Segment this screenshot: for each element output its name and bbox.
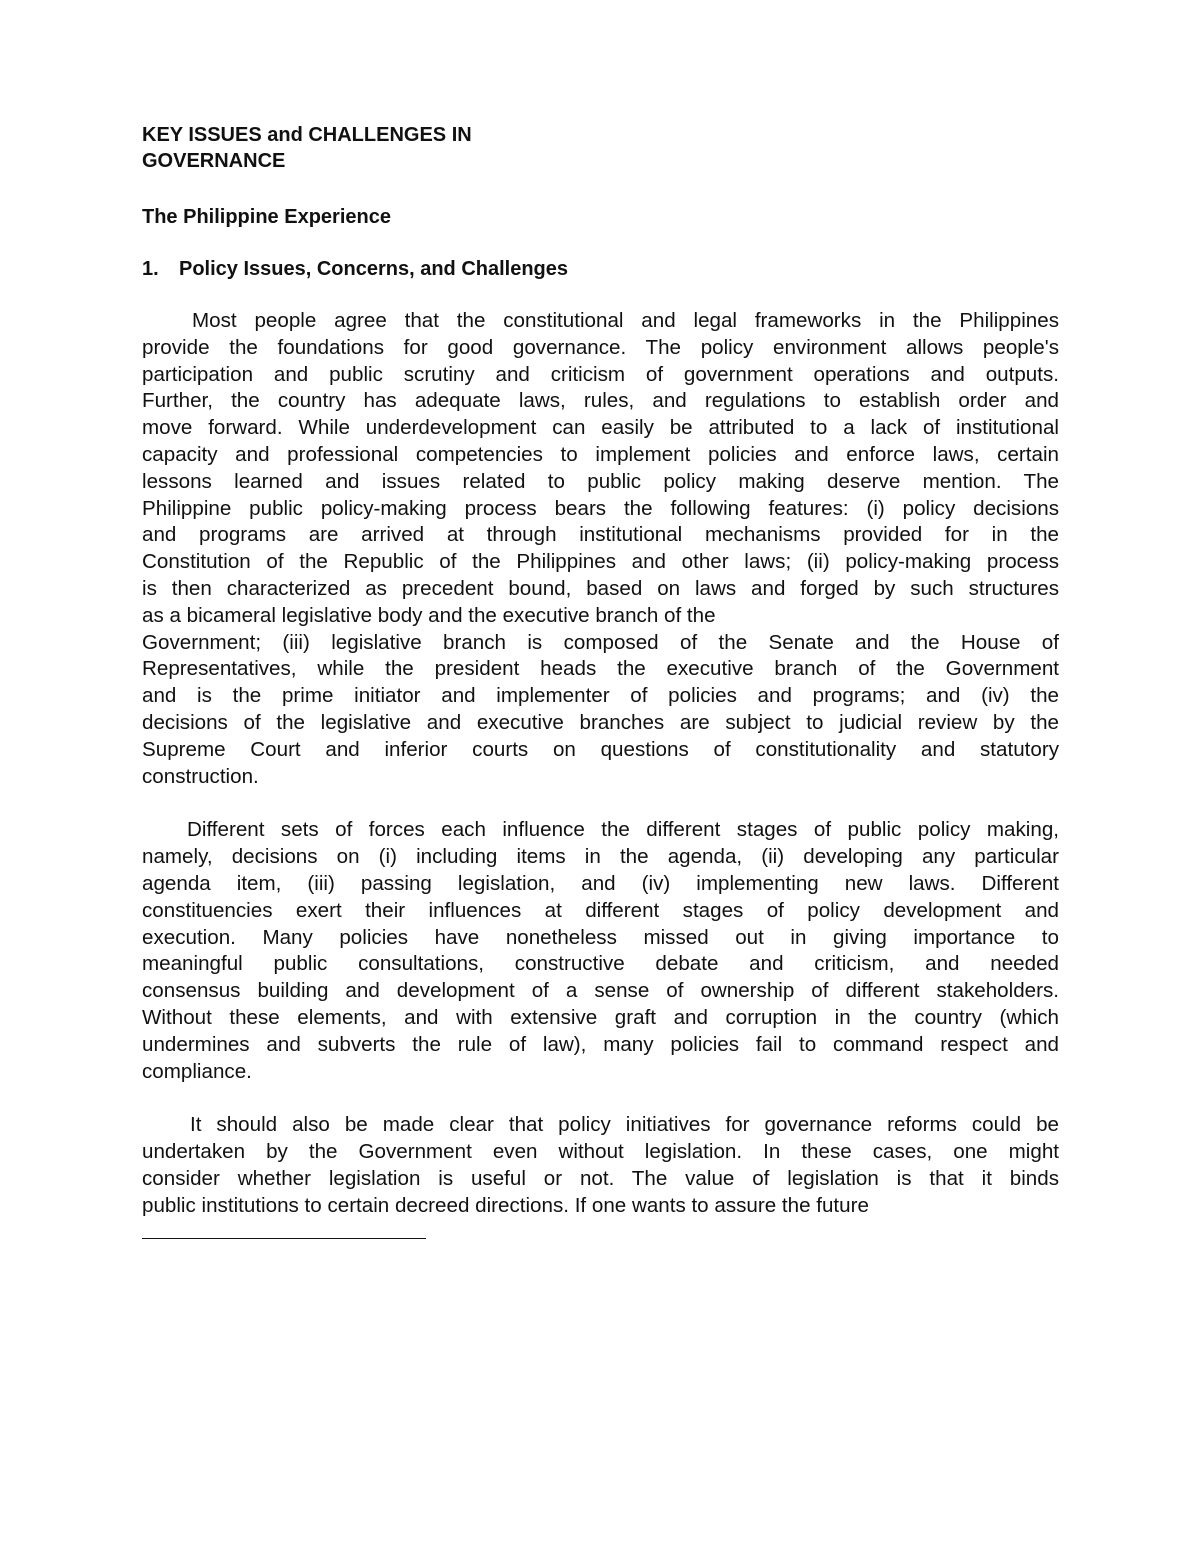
document-title <box>142 122 582 174</box>
document-page <box>142 122 1059 1220</box>
title-line-1: KEY ISSUES and CHALLENGES IN <box>142 124 472 146</box>
paragraph-line: public institutions to certain decreed directions. If one wants to assure the future <box>142 1193 869 1217</box>
paragraph-line: It should also be made clear that policy initiatives for governance reforms could be <box>190 1113 1059 1137</box>
section-heading <box>142 256 1059 282</box>
paragraph-line: consider whether legislation is useful or not. The value of legislation is that it binds <box>142 1166 1059 1190</box>
paragraph-line: provide the foundations for good governance. The policy environment allows people's <box>142 335 1059 359</box>
paragraph-line: Philippine public policy-making process bears the following features: (i) policy decisions <box>142 496 1059 520</box>
paragraph-line: Without these elements, and with extensive graft and corruption in the country (which <box>142 1005 1059 1029</box>
paragraph-line: undermines and subverts the rule of law), many policies fail to command respect and <box>142 1032 1059 1056</box>
section-heading-text: Policy Issues, Concerns, and Challenges <box>179 258 569 280</box>
paragraph-line: execution. Many policies have nonetheless missed out in giving importance to <box>142 925 1059 949</box>
paragraph-1 <box>142 308 1059 790</box>
paragraph-line: lessons learned and issues related to public policy making deserve mention. The <box>142 469 1059 493</box>
paragraph-2 <box>142 817 1059 1085</box>
paragraph-line: Further, the country has adequate laws, rules, and regulations to establish order and <box>142 389 1059 413</box>
paragraph-line: Government; (iii) legislative branch is composed of the Senate and the House of <box>142 630 1059 654</box>
paragraph-line: namely, decisions on (i) including items in the agenda, (ii) developing any particular <box>142 845 1059 869</box>
footnote-separator <box>142 1238 426 1239</box>
paragraph-line: and programs are arrived at through institutional mechanisms provided for in the <box>142 523 1059 547</box>
paragraph-line: undertaken by the Government even without legislation. In these cases, one might <box>142 1140 1059 1164</box>
paragraph-line: Most people agree that the constitutional and legal frameworks in the Philippines <box>192 309 1059 332</box>
paragraph-line: Different sets of forces each influence the different stages of public policy making, <box>187 818 1059 842</box>
paragraph-line: is then characterized as precedent bound, based on laws and forged by such structures <box>142 576 1059 600</box>
paragraph-line: and is the prime initiator and implementer of policies and programs; and (iv) the <box>142 684 1059 708</box>
paragraph-line: construction. <box>142 764 259 788</box>
document-subtitle: The Philippine Experience <box>142 206 391 228</box>
paragraph-line: participation and public scrutiny and criticism of government operations and outputs. <box>142 362 1059 386</box>
paragraph-line: constituencies exert their influences at different stages of policy development and <box>142 898 1059 922</box>
paragraph-line: as a bicameral legislative body and the executive branch of the <box>142 603 716 627</box>
paragraph-line: Supreme Court and inferior courts on questions of constitutionality and statutory <box>142 737 1059 761</box>
paragraph-line: Representatives, while the president heads the executive branch of the Government <box>142 657 1059 681</box>
paragraph-line: consensus building and development of a sense of ownership of different stakeholders. <box>142 979 1059 1003</box>
paragraph-line: Constitution of the Republic of the Philippines and other laws; (ii) policy-making process <box>142 550 1059 574</box>
paragraph-line: capacity and professional competencies to implement policies and enforce laws, certain <box>142 442 1059 466</box>
paragraph-line: meaningful public consultations, constructive debate and criticism, and needed <box>142 952 1059 976</box>
paragraph-line: decisions of the legislative and executive branches are subject to judicial review by the <box>142 710 1059 734</box>
paragraph-3 <box>142 1112 1059 1219</box>
title-line-2: GOVERNANCE <box>142 150 286 172</box>
section-number: 1. <box>142 258 159 280</box>
paragraph-line: agenda item, (iii) passing legislation, and (iv) implementing new laws. Different <box>142 871 1059 895</box>
paragraph-line: compliance. <box>142 1059 252 1083</box>
paragraph-line: move forward. While underdevelopment can easily be attributed to a lack of institutional <box>142 416 1059 440</box>
